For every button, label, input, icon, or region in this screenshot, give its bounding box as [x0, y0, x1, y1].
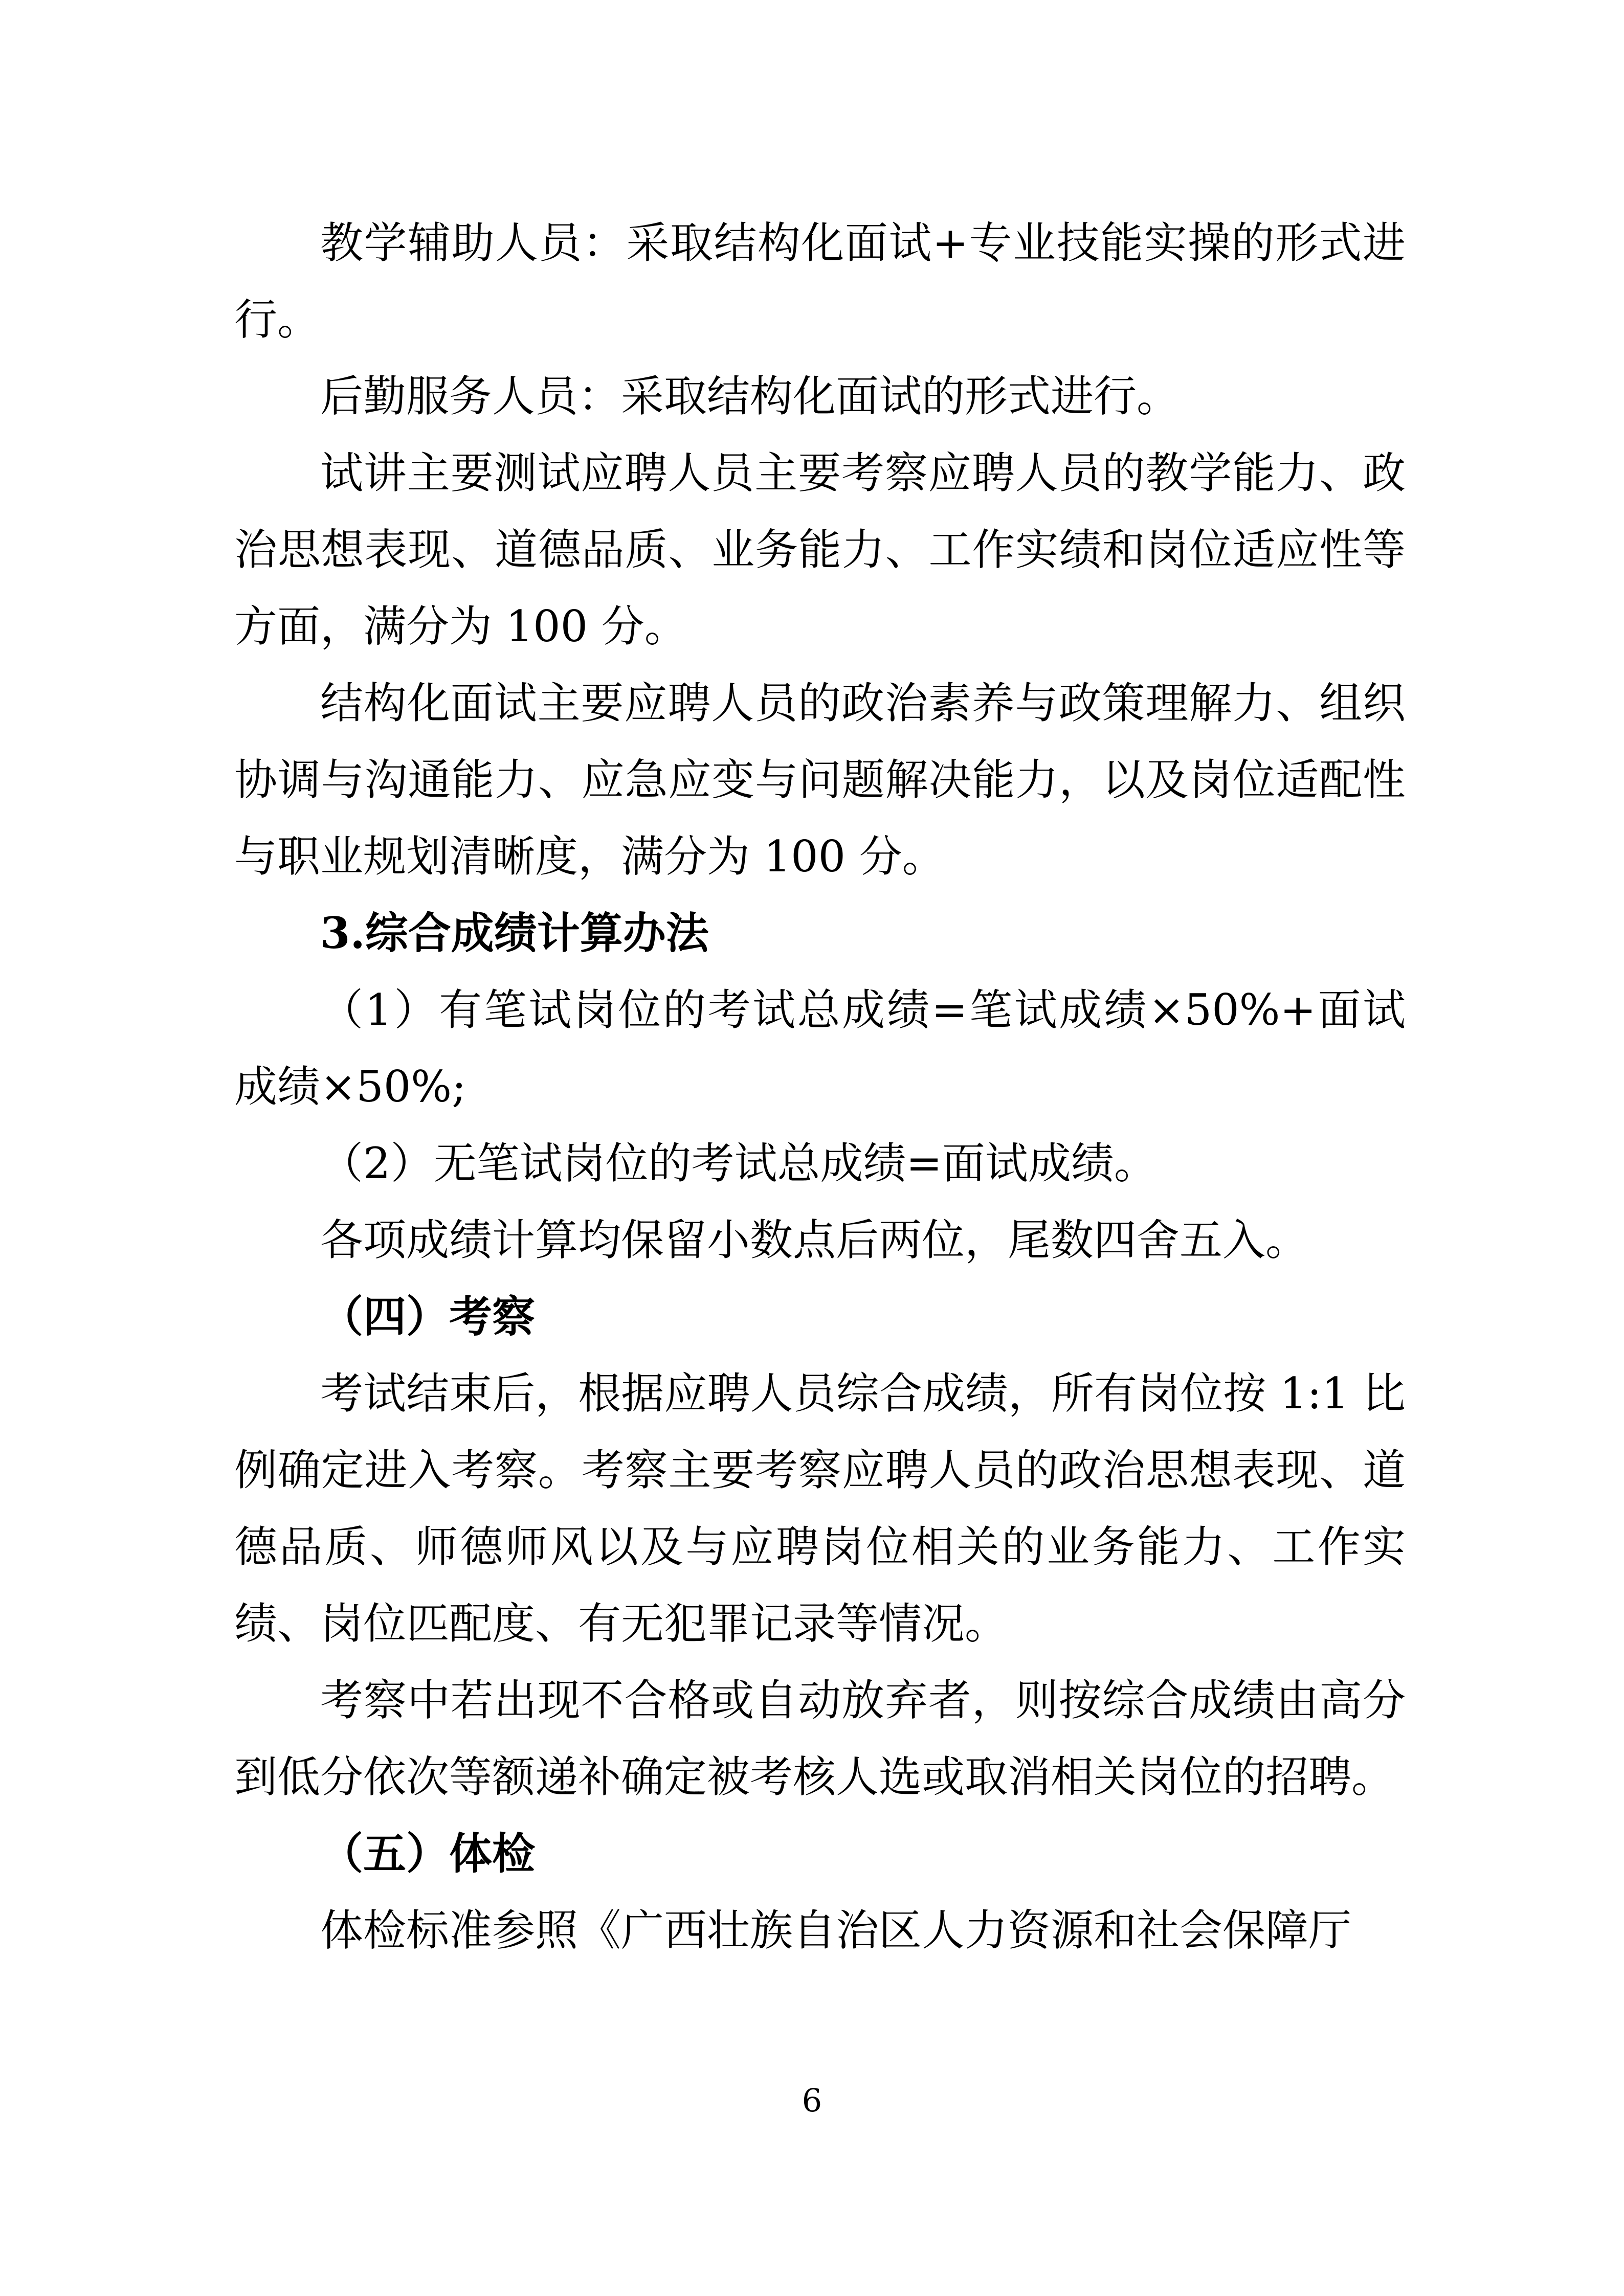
heading-section-four-inspection: （四）考察 — [320, 1291, 536, 1342]
paragraph-logistics-method: 后勤服务人员：采取结构化面试的形式进行。 — [320, 371, 1180, 421]
document-body — [234, 205, 1406, 1969]
paragraph-inspection-replacement-rule: 考察中若出现不合格或自动放弃者，则按综合成绩由高分到低分依次等额递补确定被考核人选或取消相关岗位的招聘。 — [234, 1675, 1406, 1802]
page-number: 6 — [802, 2082, 822, 2119]
heading-section-five-physical-exam: （五）体检 — [320, 1828, 536, 1879]
paragraph-inspection-process: 考试结束后，根据应聘人员综合成绩，所有岗位按 1:1 比例确定进入考察。考察主要考察应聘人员的政治思想表现、道德品质、师德师风以及与应聘岗位相关的业务能力、工作实绩、岗位匹配度、有无犯罪记录等情况。 — [234, 1368, 1406, 1649]
paragraph-physical-exam-standard: 体检标准参照《广西壮族自治区人力资源和社会保障厅 — [320, 1905, 1352, 1955]
paragraph-formula-no-written-test: （2）无笔试岗位的考试总成绩=面试成绩。 — [320, 1138, 1157, 1188]
heading-comprehensive-score-method: 3.综合成绩计算办法 — [320, 908, 709, 958]
paragraph-structured-interview-scope: 结构化面试主要应聘人员的政治素养与政策理解力、组织协调与沟通能力、应急应变与问题解决能力，以及岗位适配性与职业规划清晰度，满分为 100 分。 — [234, 678, 1406, 882]
paragraph-teaching-assistant-method: 教学辅助人员：采取结构化面试+专业技能实操的形式进行。 — [234, 218, 1406, 345]
paragraph-score-rounding-rule: 各项成绩计算均保留小数点后两位，尾数四舍五入。 — [320, 1215, 1309, 1265]
paragraph-formula-with-written-test: （1）有笔试岗位的考试总成绩=笔试成绩×50%+面试成绩×50%; — [234, 985, 1406, 1112]
paragraph-trial-lecture-scope: 试讲主要测试应聘人员主要考察应聘人员的教学能力、政治思想表现、道德品质、业务能力、工作实绩和岗位适应性等方面，满分为 100 分。 — [234, 448, 1406, 651]
